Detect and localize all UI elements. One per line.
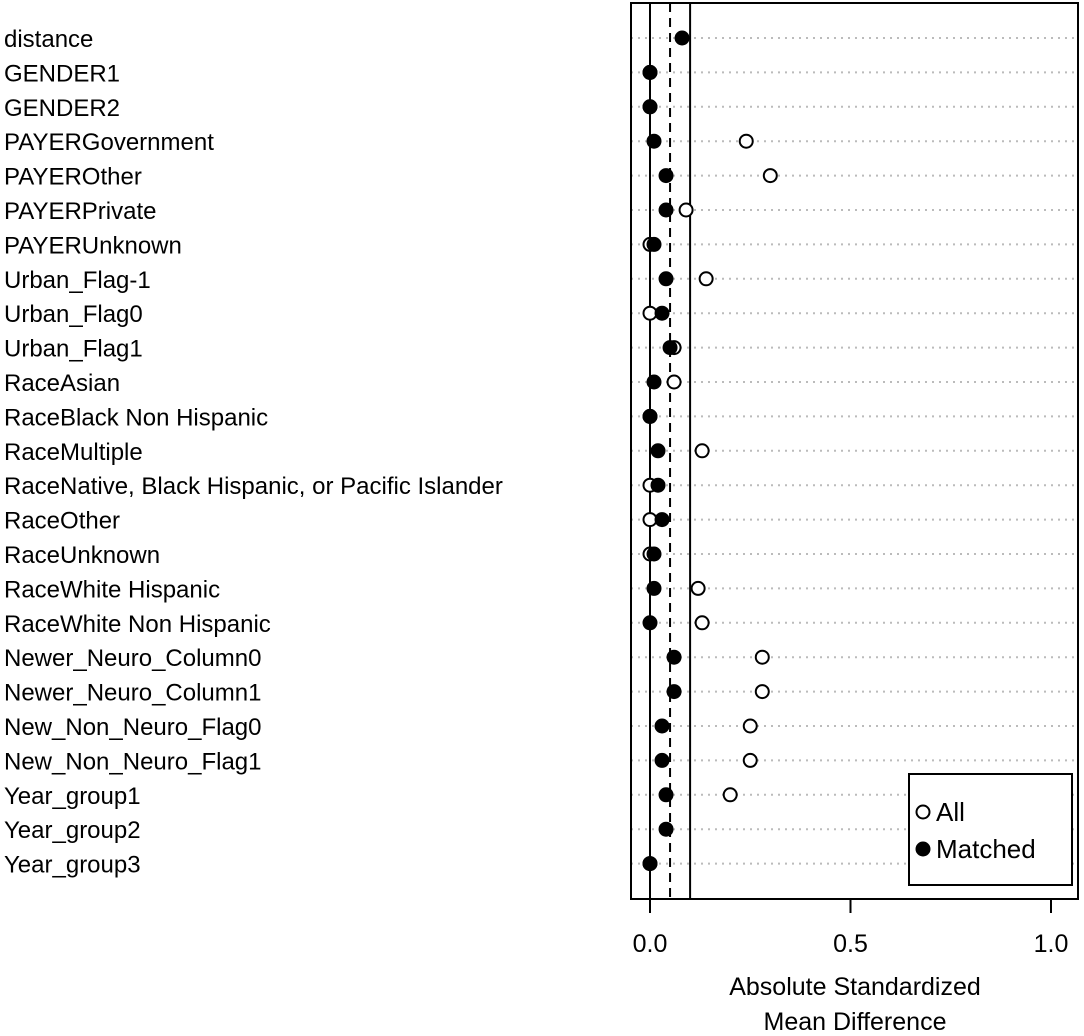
point-all [756,685,769,698]
point-all [700,272,713,285]
point-matched [675,31,689,45]
point-matched [667,685,681,699]
covariate-label: Urban_Flag-1 [4,266,151,294]
covariate-label: RaceNative, Black Hispanic, or Pacific Islander [4,473,503,501]
covariate-label: New_Non_Neuro_Flag0 [4,714,262,741]
x-axis-title-line1: Absolute Standardized [729,973,981,1001]
point-matched [647,134,661,148]
point-all [756,651,769,664]
point-all [744,754,757,767]
point-matched [651,444,665,458]
point-matched [659,788,673,802]
point-all [724,788,737,801]
covariate-label: Year_group3 [4,851,141,879]
covariate-label: New_Non_Neuro_Flag1 [4,748,262,776]
covariate-label: Year_group2 [4,817,141,845]
point-matched [655,719,669,733]
point-all [740,135,753,148]
point-all [696,616,709,629]
point-all [764,169,777,182]
covariate-label: RaceWhite Hispanic [4,576,221,604]
point-matched [655,753,669,767]
point-matched [647,237,661,251]
covariate-label: distance [4,26,94,53]
covariate-label: Newer_Neuro_Column1 [4,679,262,707]
point-matched [647,581,661,595]
x-axis-title-line2: Mean Difference [763,1008,947,1036]
point-matched [663,341,677,355]
point-all [696,444,709,457]
covariate-labels [4,26,503,879]
covariate-label: RaceAsian [4,370,121,397]
point-matched [643,616,657,630]
covariate-label: PAYEROther [4,163,142,191]
legend-marker-all [917,806,930,819]
covariate-label: RaceOther [4,507,121,535]
x-tick-label: 0.5 [833,930,868,958]
point-matched [659,169,673,183]
covariate-label: RaceUnknown [4,542,161,569]
point-all [744,720,757,733]
point-matched [659,203,673,217]
point-all [680,204,693,217]
legend-label-all: All [936,797,965,827]
legend-box [909,774,1072,885]
covariate-label: GENDER2 [4,94,121,122]
point-matched [659,272,673,286]
covariate-label: Year_group1 [4,782,141,810]
covariate-label: RaceWhite Non Hispanic [4,610,271,638]
covariate-label: RaceMultiple [4,438,143,466]
point-matched [643,409,657,423]
legend [909,774,1072,885]
point-matched [643,65,657,79]
covariate-label: PAYERGovernment [4,129,214,157]
point-all [668,376,681,389]
point-matched [655,513,669,527]
point-matched [667,650,681,664]
covariate-label: RaceBlack Non Hispanic [4,404,269,432]
point-matched [647,547,661,561]
legend-marker-matched [916,842,930,856]
x-axis [633,899,1084,958]
point-matched [651,478,665,492]
point-matched [659,822,673,836]
point-all [692,582,705,595]
x-tick-label: 0.0 [632,930,668,958]
covariate-label: GENDER1 [4,60,121,88]
point-matched [655,306,669,320]
covariate-label: Newer_Neuro_Column0 [4,645,262,673]
x-axis-title [729,973,981,1036]
covariate-label: Urban_Flag0 [4,301,143,329]
covariate-label: PAYERUnknown [4,232,182,260]
point-matched [643,857,657,871]
point-matched [647,375,661,389]
point-matched [643,100,657,114]
covariate-label: PAYERPrivate [4,198,157,225]
x-tick-label: 1.0 [1033,930,1069,958]
legend-label-matched: Matched [936,834,1036,864]
covariate-label: Urban_Flag1 [4,335,143,363]
